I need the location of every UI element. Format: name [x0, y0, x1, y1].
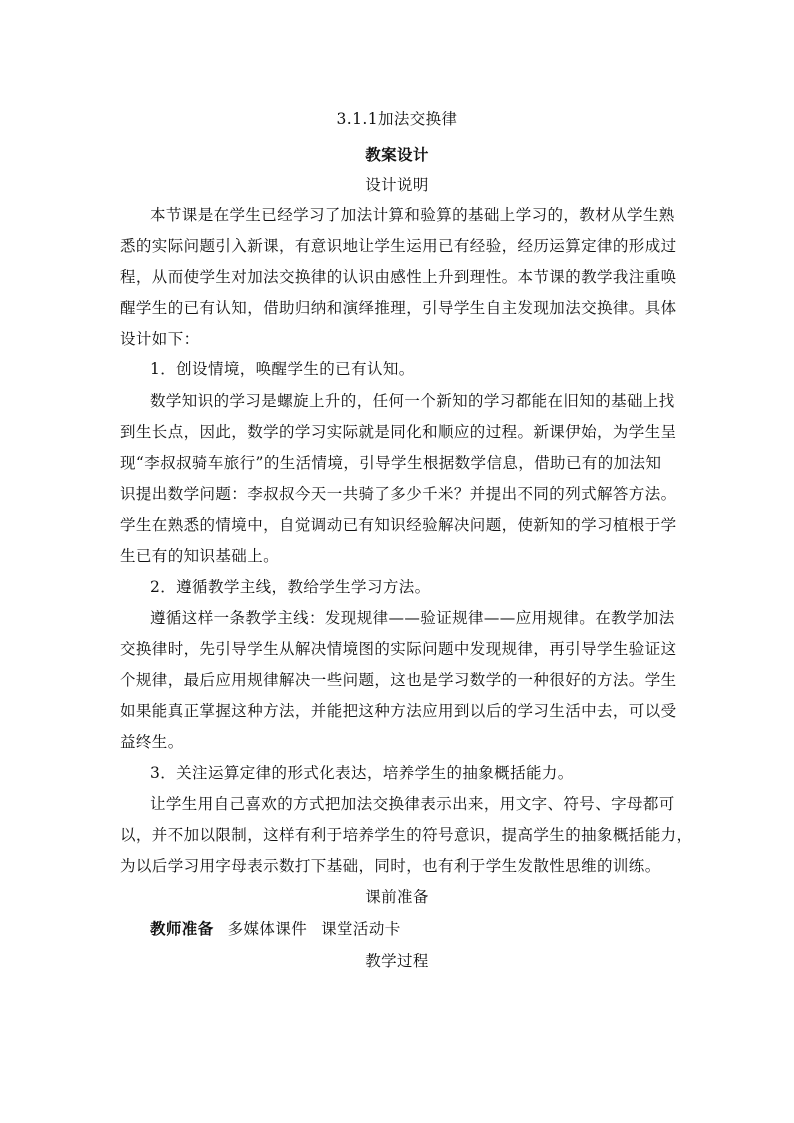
teacher-prep-label: 教师准备	[150, 919, 214, 938]
paragraph-line: 个规律，最后应用规律解决一些问题，这也是学习数学的一种很好的方法。学生	[120, 671, 677, 689]
paragraph-line: 设计如下：	[120, 330, 200, 348]
paragraph-line: 醒学生的已有认知，借助归纳和演绎推理，引导学生自主发现加法交换律。具体	[120, 299, 677, 317]
item-heading-2: 2．遵循教学主线，教给学生学习方法。	[150, 578, 431, 596]
paragraph-line: 程，从而使学生对加法交换律的认识由感性上升到理性。本节课的教学我注重唤	[120, 268, 677, 286]
teacher-prep-item: 多媒体课件	[227, 920, 308, 938]
paragraph-line: 如果能真正掌握这种方法，并能把这种方法应用到以后的学习生活中去，可以受	[120, 702, 677, 720]
paragraph-line: 遵循这样一条教学主线：发现规律——验证规律——应用规律。在教学加法	[150, 609, 675, 627]
teacher-prep-item: 课堂活动卡	[321, 920, 401, 938]
paragraph-line: 以，并不加以限制，这样有利于培养学生的符号意识，提高学生的抽象概括能力，	[120, 826, 693, 844]
paragraph-line: 现“李叔叔骑车旅行”的生活情境，引导学生根据数学信息，借助已有的加法知	[120, 454, 662, 472]
paragraph-line: 悉的实际问题引入新课，有意识地让学生运用已有经验，经历运算定律的形成过	[120, 237, 677, 255]
section-heading-process: 教学过程	[365, 952, 429, 970]
item-heading-3: 3．关注运算定律的形式化表达，培养学生的抽象概括能力。	[150, 764, 574, 782]
document-title: 3.1.1加法交换律	[336, 110, 458, 128]
paragraph-line: 生已有的知识基础上。	[120, 547, 280, 565]
paragraph-line: 为以后学习用字母表示数打下基础，同时，也有利于学生发散性思维的训练。	[120, 857, 661, 875]
teacher-preparation-line	[150, 919, 680, 939]
paragraph-line: 识提出数学问题：李叔叔今天一共骑了多少千米？并提出不同的列式解答方法。	[120, 485, 677, 503]
paragraph-line: 本节课是在学生已经学习了加法计算和验算的基础上学习的，教材从学生熟	[150, 206, 675, 224]
document-subtitle: 教案设计	[365, 145, 429, 164]
paragraph-line: 益终生。	[120, 733, 184, 751]
paragraph-line: 到生长点，因此，数学的学习实际就是同化和顺应的过程。新课伊始，为学生呈	[120, 423, 677, 441]
paragraph-line: 让学生用自己喜欢的方式把加法交换律表示出来，用文字、符号、字母都可	[150, 795, 675, 813]
paragraph-line: 交换律时，先引导学生从解决情境图的实际问题中发现规律，再引导学生验证这	[120, 640, 677, 658]
paragraph-line: 学生在熟悉的情境中，自觉调动已有知识经验解决问题，使新知的学习植根于学	[120, 516, 677, 534]
section-heading-design-notes: 设计说明	[365, 176, 429, 194]
paragraph-line: 数学知识的学习是螺旋上升的，任何一个新知的学习都能在旧知的基础上找	[150, 392, 675, 410]
item-heading-1: 1．创设情境，唤醒学生的已有认知。	[150, 360, 415, 378]
section-heading-preparation: 课前准备	[365, 888, 429, 906]
